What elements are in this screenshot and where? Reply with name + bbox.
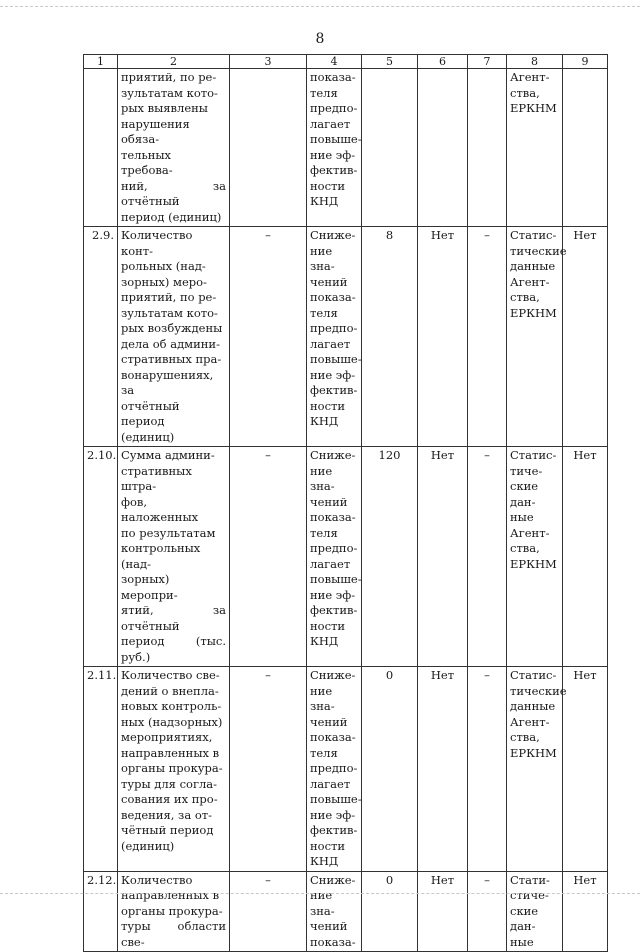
cell-col8 <box>507 447 563 667</box>
cell-text: – <box>484 668 490 682</box>
cell-text: Сниже- ние зна- чений показа- <box>310 872 356 949</box>
cell-description <box>118 69 230 227</box>
table-row <box>84 667 608 872</box>
cell-description <box>118 447 230 667</box>
cell-text: Сниже- ние зна- чений показа- теля предпо- лагает повыше- ние эф- фектив- ности КНД <box>310 448 362 648</box>
cell-col8 <box>507 871 563 952</box>
cell-text: 8 <box>385 228 394 242</box>
cell-text: 0 <box>385 668 394 682</box>
cell-num <box>84 871 118 952</box>
cell-text: Количество све- дений о внепла- новых контроль- ных (надзорных) мероприятиях, направленных в органы прокура- туры для согла- сования их про- ведения, за от- чётный период (единиц) <box>121 668 223 853</box>
cell-description <box>118 667 230 872</box>
table-row <box>84 871 608 952</box>
cell-text: – <box>265 668 271 682</box>
cell-text: приятий, по ре- зультатам кото- рых выявлены нарушения обяза- тельных требова- ний, за отчётный период (единиц) <box>121 70 226 224</box>
cell-col7 <box>468 667 507 872</box>
cell-text: Нет <box>573 228 597 242</box>
cell-col3 <box>230 871 307 952</box>
table-row <box>84 447 608 667</box>
cell-col8 <box>507 667 567 872</box>
cell-col4 <box>307 69 362 227</box>
column-header-5: 5 <box>362 55 418 69</box>
cell-text: 2.10. <box>87 448 117 462</box>
cell-text: Сниже- ние зна- чений показа- теля предпо- лагает повыше- ние эф- фектив- ности КНД <box>310 228 362 428</box>
cell-col4 <box>307 871 362 952</box>
cell-text: Количество конт- рольных (над- зорных) меро- приятий, по ре- зультатам кото- рых возбуждены дела об админи- стративных пра- вонарушениях, за отчётный период (единиц) <box>121 228 223 444</box>
cell-text: Сумма админи- стративных штра- фов, наложенных по результатам контрольных (над- зорных) меропри- ятий, за отчётный период (тыс. руб.) <box>121 448 226 664</box>
table-body <box>84 69 608 952</box>
cell-col6 <box>418 871 468 952</box>
cell-text: 2.12. <box>87 872 117 887</box>
cell-col7 <box>468 871 507 952</box>
cell-col8 <box>507 69 563 227</box>
column-header-7: 7 <box>468 55 507 69</box>
cell-num <box>84 447 118 667</box>
table-row <box>84 227 608 447</box>
page-number: 8 <box>315 31 325 47</box>
indicators-table <box>83 54 608 952</box>
cell-text: 0 <box>385 872 394 887</box>
cell-col5 <box>362 871 418 952</box>
cell-col3 <box>230 227 307 447</box>
cell-col9 <box>563 447 608 667</box>
column-header-4: 4 <box>307 55 362 69</box>
column-header-1: 1 <box>84 55 118 69</box>
cell-text: Сниже- ние зна- чений показа- теля предпо- лагает повыше- ние эф- фектив- ности КНД <box>310 668 362 868</box>
column-header-9: 9 <box>563 55 608 69</box>
cell-text: Нет <box>430 228 455 242</box>
column-header-3: 3 <box>230 55 307 69</box>
header-row <box>84 55 608 69</box>
cell-col4 <box>307 447 362 667</box>
cell-text: – <box>484 448 490 462</box>
cell-description <box>118 871 230 952</box>
cell-col4 <box>307 667 362 872</box>
cell-col3 <box>230 69 307 227</box>
cell-col3 <box>230 447 307 667</box>
cell-num <box>84 667 118 872</box>
cell-text: 120 <box>378 448 401 462</box>
cell-text: – <box>265 872 271 887</box>
cell-text: Нет <box>430 448 455 462</box>
cell-col6 <box>418 227 468 447</box>
cell-text: – <box>484 872 490 887</box>
cell-text: Статис- тические данные Агент- ства, ЕРКНМ <box>510 228 567 320</box>
cell-num <box>84 69 118 227</box>
cell-text: Статис- тические данные Агент- ства, ЕРКНМ <box>510 668 567 760</box>
cell-col6 <box>418 69 468 227</box>
cell-text: Нет <box>430 872 455 887</box>
scan-edge-bottom <box>0 893 640 895</box>
cell-text: Нет <box>430 668 455 682</box>
cell-text: Количество направленных в органы прокура- туры области све- <box>121 872 226 949</box>
scan-edge-top <box>0 6 640 8</box>
cell-text: 2.9. <box>92 228 114 242</box>
cell-text: показа- теля предпо- лагает повыше- ние эф- фектив- ности КНД <box>310 70 362 208</box>
cell-col4 <box>307 227 362 447</box>
column-header-6: 6 <box>418 55 468 69</box>
cell-col6 <box>418 447 468 667</box>
cell-description <box>118 227 230 447</box>
cell-col5 <box>362 227 418 447</box>
cell-text: Нет <box>573 668 597 682</box>
cell-col5 <box>362 447 418 667</box>
cell-text: – <box>265 228 271 242</box>
column-header-8: 8 <box>507 55 563 69</box>
cell-text: Нет <box>573 872 597 887</box>
table-row <box>84 69 608 227</box>
cell-text: Нет <box>573 448 597 462</box>
cell-text: – <box>265 448 271 462</box>
cell-col6 <box>418 667 468 872</box>
cell-text: Статис- тиче- ские дан- ные Агент- ства, ЕРКНМ <box>510 448 557 571</box>
cell-col7 <box>468 227 507 447</box>
cell-num <box>84 227 118 447</box>
cell-text: 2.11. <box>87 668 117 682</box>
cell-text: Стати- стиче- ские дан- ные <box>510 872 550 949</box>
cell-col8 <box>507 227 567 447</box>
column-header-2: 2 <box>118 55 230 69</box>
cell-col9 <box>563 871 608 952</box>
cell-col5 <box>362 69 418 227</box>
cell-col7 <box>468 69 507 227</box>
cell-text: – <box>484 228 490 242</box>
cell-col7 <box>468 447 507 667</box>
cell-col9 <box>563 69 608 227</box>
cell-col9 <box>563 227 608 447</box>
cell-text: Агент- ства, ЕРКНМ <box>510 70 557 115</box>
cell-col3 <box>230 667 307 872</box>
cell-col9 <box>563 667 608 872</box>
cell-col5 <box>362 667 418 872</box>
